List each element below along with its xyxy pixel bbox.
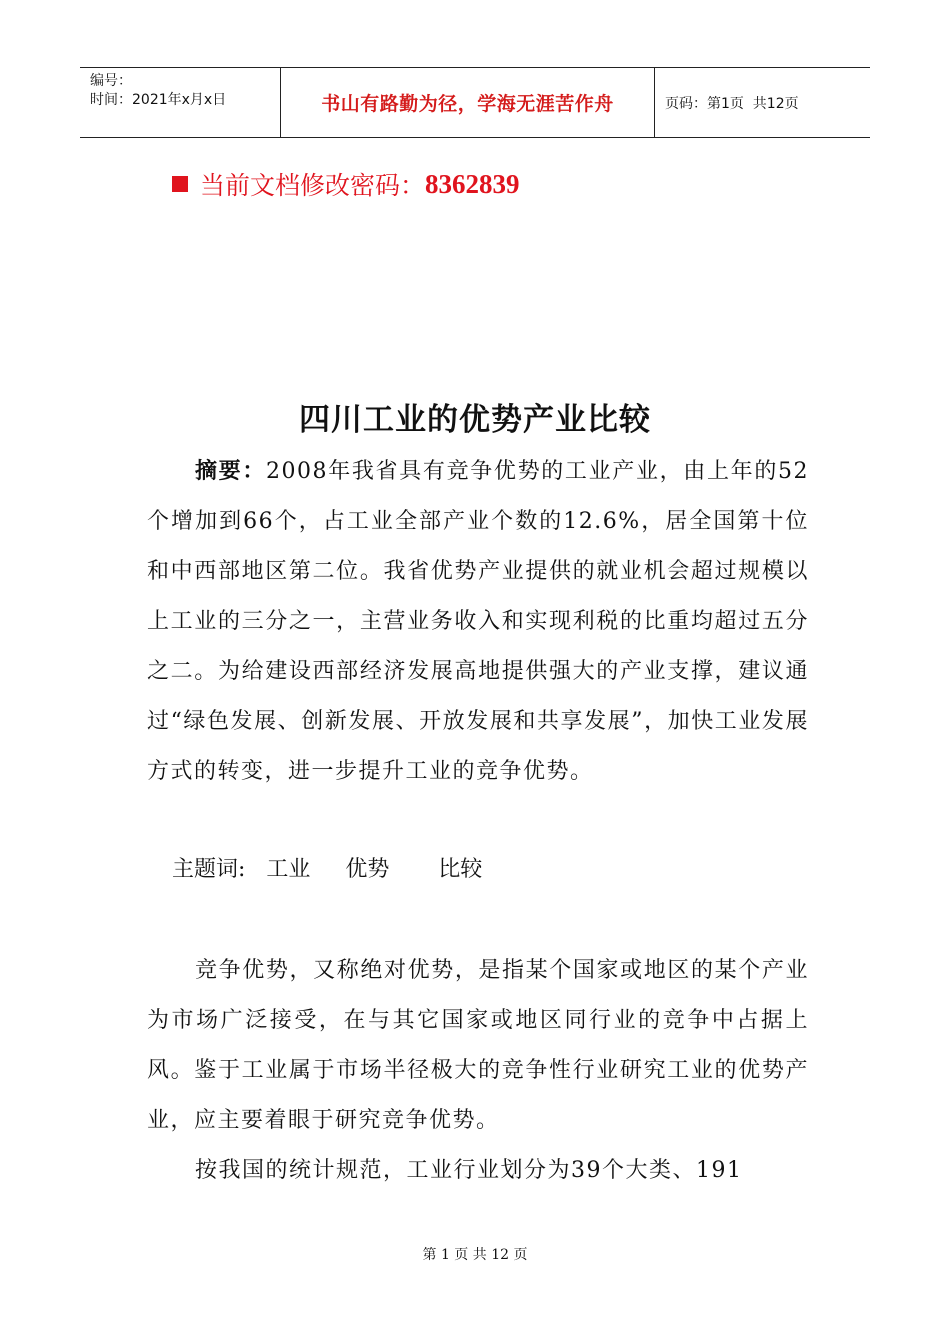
abstract-label: 摘要： xyxy=(195,459,267,484)
document-header xyxy=(80,67,870,138)
document-number-label: 编号： xyxy=(90,73,132,89)
document-title: 四川工业的优势产业比较 xyxy=(299,402,651,438)
page-footer: 第 1 页 共 12 页 xyxy=(422,1247,528,1263)
password-label: 当前文档修改密码： xyxy=(200,171,426,200)
abstract-text: 2008年我省具有竞争优势的工业产业，由上年的52个增加到66个，占工业全部产业个数的12.6%，居全国第十位和中西部地区第二位。我省优势产业提供的就业机会超过规模以上工业的三分之一，主营业务收入和实现利税的比重均超过五分之二。为给建设西部经济发展高地提供强大的产业支撑，建议通过“绿色发展、创新发展、开放发展和共享发展”，加快工业发展方式的转变，进一步提升工业的竞争优势。 xyxy=(147,459,809,784)
password-banner xyxy=(172,166,520,202)
abstract-paragraph xyxy=(147,447,809,797)
body-paragraph-2: 按我国的统计规范，工业行业划分为39个大类、191 xyxy=(195,1158,743,1183)
header-page-info: 页码：第1页 共12页 xyxy=(665,95,799,112)
document-time-label: 时间：2021年x月x日 xyxy=(90,92,227,108)
header-meta-cell xyxy=(80,68,281,137)
keywords-line: 主题词: 工业 优势 比较 xyxy=(172,857,483,882)
header-motto-cell xyxy=(281,68,655,137)
header-page-cell xyxy=(655,68,870,137)
body-paragraph-1: 竞争优势，又称绝对优势，是指某个国家或地区的某个产业为市场广泛接受，在与其它国家或地区同行业的竞争中占据上风。鉴于工业属于市场半径极大的竞争性行业研究工业的优势产业，应主要着眼于研究竞争优势。 xyxy=(147,958,809,1133)
password-code: 8362839 xyxy=(425,168,520,199)
header-motto: 书山有路勤为径，学海无涯苦作舟 xyxy=(321,93,614,115)
red-square-bullet-icon xyxy=(172,176,188,192)
